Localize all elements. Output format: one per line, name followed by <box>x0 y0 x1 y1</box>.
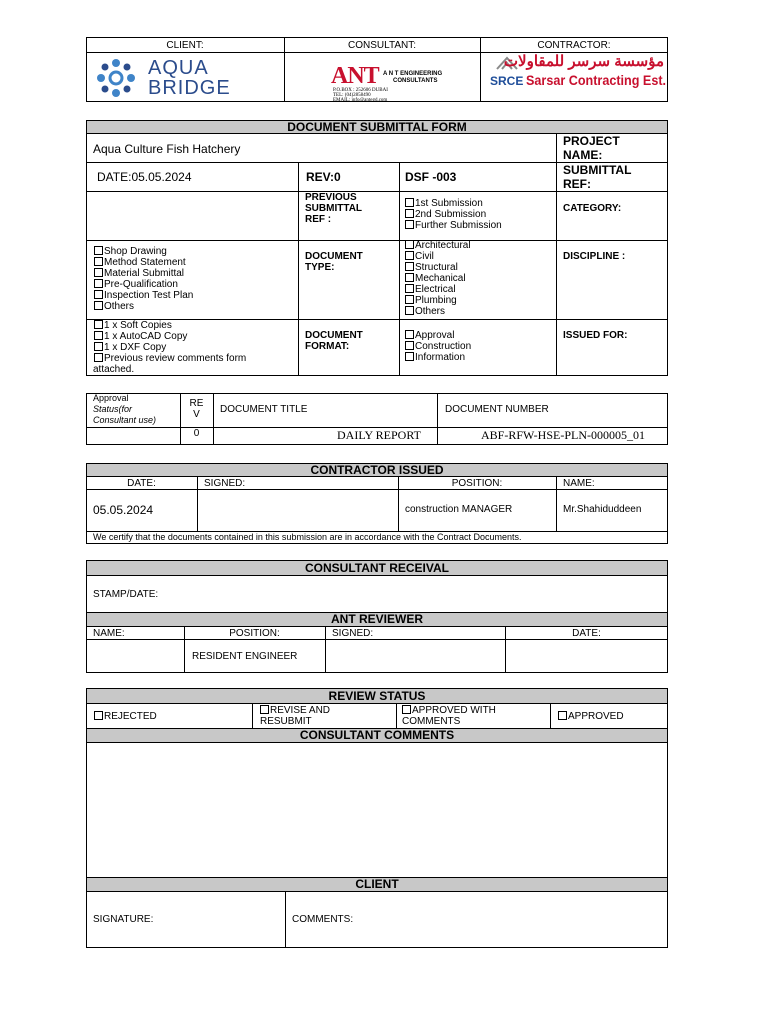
issued-for-label: ISSUED FOR: <box>563 330 628 341</box>
reviewer-position-value: RESIDENT ENGINEER <box>192 651 298 662</box>
checkbox-icon[interactable] <box>405 251 414 260</box>
copies-tail: attached. <box>93 364 135 375</box>
approval-label-2: Status(for <box>93 404 133 414</box>
ci-name-label: NAME: <box>563 478 595 489</box>
approved-with-comments-line2: COMMENTS <box>402 716 461 727</box>
copies-option-3[interactable]: 1 x DXF Copy <box>94 342 246 353</box>
checkbox-icon[interactable] <box>405 209 414 218</box>
ant-logo <box>331 64 461 102</box>
discipline-option-3[interactable]: Structural <box>405 262 471 273</box>
checkbox-icon[interactable] <box>405 341 414 350</box>
reviewer-name-label: NAME: <box>93 628 125 639</box>
checkbox-icon[interactable] <box>94 320 103 329</box>
discipline-option-6[interactable]: Plumbing <box>405 295 471 306</box>
contractor-issued-title: CONTRACTOR ISSUED <box>87 464 667 477</box>
copies-option-2[interactable]: 1 x AutoCAD Copy <box>94 331 246 342</box>
review-status-title: REVIEW STATUS <box>87 689 667 704</box>
ci-position-value: construction MANAGER <box>405 504 513 515</box>
checkbox-icon[interactable] <box>405 262 414 271</box>
submission-option-3[interactable]: Further Submission <box>405 220 502 231</box>
checkbox-icon[interactable] <box>94 301 103 310</box>
issue-option-1[interactable]: Approval <box>405 330 471 341</box>
checkbox-icon[interactable] <box>94 342 103 351</box>
contractor-label: CONTRACTOR: <box>537 40 611 51</box>
reviewer-date-label: DATE: <box>572 628 601 639</box>
discipline-option-2[interactable]: Civil <box>405 251 471 262</box>
client-label: CLIENT: <box>166 40 204 51</box>
project-name-label-2: NAME: <box>563 148 603 162</box>
sarsar-arabic-name: مؤسسة سرسر للمقاولات <box>503 53 664 70</box>
checkbox-icon[interactable] <box>94 331 103 340</box>
copies-option-4[interactable]: Previous review comments form <box>94 353 246 364</box>
ci-name-value: Mr.Shahiduddeen <box>563 504 642 515</box>
discipline-option-4[interactable]: Mechanical <box>405 273 471 284</box>
checkbox-icon[interactable] <box>94 246 103 255</box>
sarsar-short: SRCE <box>490 74 524 88</box>
ci-date-value: 05.05.2024 <box>93 503 154 517</box>
checkbox-icon[interactable] <box>405 330 414 339</box>
checkbox-icon[interactable] <box>94 268 103 277</box>
checkbox-icon[interactable] <box>405 352 414 361</box>
ant-logo-mark: ANT <box>331 63 379 89</box>
type-option-2[interactable]: Method Statement <box>94 257 193 268</box>
rev-field: REV:0 <box>306 170 341 184</box>
client-title: CLIENT <box>87 878 667 892</box>
rev-label-2: V <box>193 409 200 420</box>
checkbox-icon[interactable] <box>94 257 103 266</box>
certify-statement: We certify that the documents contained in this submission are in accordance with the Contract Documents. <box>93 532 522 542</box>
ant-address-1: P.O.BOX : 252606 DUBAI <box>333 88 388 93</box>
ant-logo-name-2: CONSULTANTS <box>393 78 438 84</box>
ci-position-label: POSITION: <box>451 478 503 489</box>
stamp-date-label: STAMP/DATE: <box>93 589 159 600</box>
type-list <box>94 246 193 312</box>
issue-option-2[interactable]: Construction <box>405 341 471 352</box>
checkbox-icon[interactable] <box>260 705 269 714</box>
previous-ref-label-3: REF : <box>305 214 332 225</box>
checkbox-icon[interactable] <box>405 284 414 293</box>
client-comments-label: COMMENTS: <box>292 914 354 925</box>
aqua-logo-line1: AQUA <box>148 57 209 79</box>
aqua-logo-line2: BRIDGE <box>148 77 231 99</box>
document-title-value: DAILY REPORT <box>337 428 421 442</box>
discipline-list <box>405 240 471 317</box>
checkbox-icon[interactable] <box>94 353 103 362</box>
approval-label-1: Approval <box>93 393 129 403</box>
date-field: DATE:05.05.2024 <box>97 170 192 184</box>
submittal-ref-label-2: REF: <box>563 177 591 191</box>
ci-date-label: DATE: <box>127 478 156 489</box>
submittal-ref-label-1: SUBMITTAL <box>563 163 632 177</box>
ant-address-2: TEL: (04)2858490 <box>333 93 371 98</box>
discipline-option-5[interactable]: Electrical <box>405 284 471 295</box>
checkbox-icon[interactable] <box>405 306 414 315</box>
checkbox-icon[interactable] <box>94 290 103 299</box>
checkbox-icon[interactable] <box>558 711 567 720</box>
submission-list <box>405 198 502 231</box>
submission-option-1[interactable]: 1st Submission <box>405 198 502 209</box>
ant-reviewer-title: ANT REVIEWER <box>87 613 667 627</box>
rejected-option[interactable]: REJECTED <box>94 711 157 722</box>
aqua-bridge-emblem-icon <box>96 58 136 98</box>
ant-address-3: EMAIL: info@antegd.com <box>333 98 388 103</box>
document-number-value: ABF-RFW-HSE-PLN-000005_01 <box>481 428 646 442</box>
signature-label: SIGNATURE: <box>93 914 154 925</box>
document-format-label-2: FORMAT: <box>305 341 350 352</box>
approved-with-comments-option[interactable]: APPROVED WITH <box>402 705 496 716</box>
issue-option-3[interactable]: Information <box>405 352 471 363</box>
dsf-field: DSF -003 <box>405 170 457 184</box>
checkbox-icon[interactable] <box>94 279 103 288</box>
ci-signed-label: SIGNED: <box>204 478 246 489</box>
aqua-bridge-logo <box>96 58 236 100</box>
issue-list <box>405 330 471 363</box>
document-format-label-1: DOCUMENT <box>305 330 363 341</box>
document-title-label: DOCUMENT TITLE <box>220 404 308 415</box>
type-option-1[interactable]: Shop Drawing <box>94 246 193 257</box>
copies-list <box>94 320 246 364</box>
revise-option-line2: RESUBMIT <box>260 716 312 727</box>
consultant-comments-title: CONSULTANT COMMENTS <box>87 729 667 743</box>
checkbox-icon[interactable] <box>402 705 411 714</box>
checkbox-icon[interactable] <box>94 711 103 720</box>
type-option-3[interactable]: Material Submittal <box>94 268 193 279</box>
checkbox-icon[interactable] <box>405 220 414 229</box>
ant-logo-name-1: A N T ENGINEERING <box>383 71 443 77</box>
document-number-label: DOCUMENT NUMBER <box>445 404 549 415</box>
discipline-option-7[interactable]: Others <box>405 306 471 317</box>
type-option-5[interactable]: Inspection Test Plan <box>94 290 193 301</box>
reviewer-position-label: POSITION: <box>229 628 280 639</box>
submission-option-2[interactable]: 2nd Submission <box>405 209 502 220</box>
consultant-label: CONSULTANT: <box>348 40 416 51</box>
category-label: CATEGORY: <box>563 203 622 214</box>
previous-ref-label-2: SUBMITTAL <box>305 203 363 214</box>
checkbox-icon[interactable] <box>405 198 414 207</box>
previous-ref-label-1: PREVIOUS <box>305 192 357 203</box>
approved-option[interactable]: APPROVED <box>558 711 624 722</box>
submittal-form-title: DOCUMENT SUBMITTAL FORM <box>87 121 667 134</box>
rev-value: 0 <box>193 428 200 439</box>
checkbox-icon[interactable] <box>405 273 414 282</box>
type-option-6[interactable]: Others <box>94 301 193 312</box>
discipline-label: DISCIPLINE : <box>563 251 626 262</box>
document-type-label-2: TYPE: <box>305 262 335 273</box>
checkbox-icon[interactable] <box>405 240 414 249</box>
approval-label-3: Consultant use) <box>93 415 157 425</box>
rev-label-1: RE <box>189 398 204 409</box>
discipline-option-1[interactable]: Architectural <box>405 240 471 251</box>
checkbox-icon[interactable] <box>405 295 414 304</box>
copies-option-1[interactable]: 1 x Soft Copies <box>94 320 246 331</box>
consultant-comments-area[interactable] <box>87 743 667 877</box>
type-option-4[interactable]: Pre-Qualification <box>94 279 193 290</box>
consultant-receival-title: CONSULTANT RECEIVAL <box>87 561 667 576</box>
reviewer-signed-label: SIGNED: <box>332 628 374 639</box>
project-value: Aqua Culture Fish Hatchery <box>93 142 241 156</box>
sarsar-english-name: Sarsar Contracting Est. <box>526 72 667 88</box>
document-type-label-1: DOCUMENT <box>305 251 363 262</box>
project-name-label-1: PROJECT <box>563 134 620 148</box>
sarsar-logo <box>488 54 666 94</box>
revise-option[interactable]: REVISE AND <box>260 705 330 716</box>
